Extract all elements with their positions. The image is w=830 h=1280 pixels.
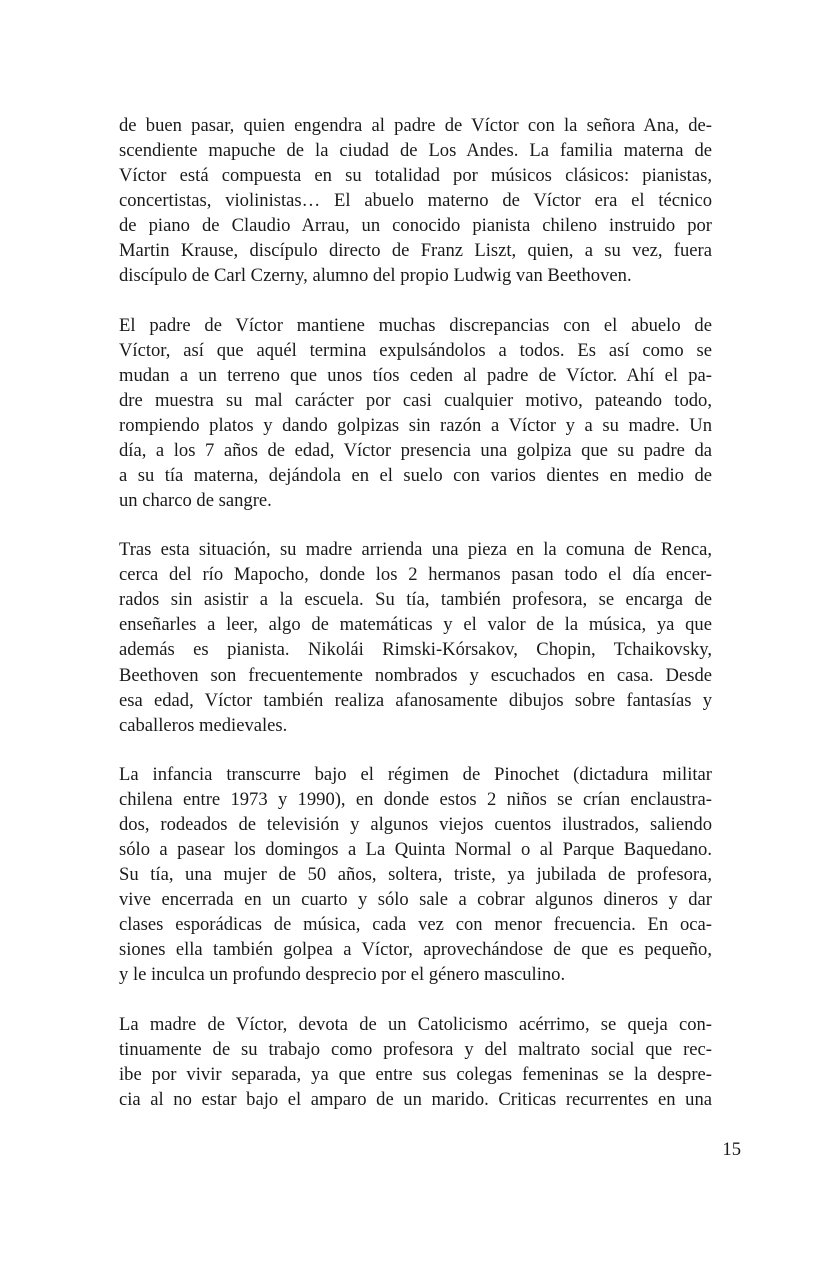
- text-line: El padre de Víctor mantiene muchas discrepancias con el abuelo de: [119, 314, 712, 336]
- text-line: clases esporádicas de música, cada vez con menor frecuencia. En oca-: [119, 914, 712, 936]
- text-line: caballeros medievales.: [119, 714, 288, 736]
- text-line: cia al no estar bajo el amparo de un marido. Criticas recurrentes en una: [119, 1088, 712, 1110]
- text-line: un charco de sangre.: [119, 489, 272, 511]
- text-line: a su tía materna, dejándola en el suelo con varios dientes en medio de: [119, 464, 712, 486]
- paragraph: [119, 113, 712, 288]
- text-line: ibe por vivir separada, ya que entre sus colegas femeninas se la despre-: [119, 1063, 712, 1085]
- text-line: de piano de Claudio Arrau, un conocido pianista chileno instruido por: [119, 215, 712, 237]
- text-line: rados sin asistir a la escuela. Su tía, también profesora, se encarga de: [119, 589, 712, 611]
- page-body: [119, 113, 712, 1136]
- text-line: Beethoven son frecuentemente nombrados y escuchados en casa. Desde: [119, 664, 712, 686]
- text-line: además es pianista. Nikolái Rimski-Kórsakov, Chopin, Tchaikovsky,: [119, 639, 712, 661]
- text-line: de buen pasar, quien engendra al padre de Víctor con la señora Ana, de-: [119, 115, 712, 136]
- text-line: tinuamente de su trabajo como profesora y del maltrato social que rec-: [119, 1038, 712, 1060]
- text-line: Tras esta situación, su madre arrienda una pieza en la comuna de Renca,: [119, 539, 712, 561]
- text-line: dre muestra su mal carácter por casi cualquier motivo, pateando todo,: [119, 389, 712, 411]
- text-line: Su tía, una mujer de 50 años, soltera, triste, ya jubilada de profesora,: [119, 864, 712, 886]
- text-line: La madre de Víctor, devota de un Catolicismo acérrimo, se queja con-: [119, 1013, 712, 1035]
- text-line: dos, rodeados de televisión y algunos viejos cuentos ilustrados, saliendo: [119, 814, 712, 836]
- text-line: Martin Krause, discípulo directo de Franz Liszt, quien, a su vez, fuera: [119, 240, 712, 262]
- text-line: vive encerrada en un cuarto y sólo sale a cobrar algunos dineros y dar: [119, 889, 712, 911]
- text-line: La infancia transcurre bajo el régimen de Pinochet (dictadura militar: [119, 763, 712, 785]
- text-line: Víctor está compuesta en su totalidad por músicos clásicos: pianistas,: [119, 165, 712, 187]
- text-line: esa edad, Víctor también realiza afanosamente dibujos sobre fantasías y: [119, 689, 712, 711]
- text-line: Víctor, así que aquél termina expulsándolos a todos. Es así como se: [119, 339, 712, 361]
- text-line: y le inculca un profundo desprecio por el género masculino.: [119, 964, 566, 986]
- text-line: sólo a pasear los domingos a La Quinta Normal o al Parque Baquedano.: [119, 839, 712, 861]
- text-line: siones ella también golpea a Víctor, aprovechándose de que es pequeño,: [119, 939, 712, 961]
- paragraph: [119, 762, 712, 987]
- text-line: discípulo de Carl Czerny, alumno del propio Ludwig van Beethoven.: [119, 265, 632, 287]
- text-line: rompiendo platos y dando golpizas sin razón a Víctor y a su madre. Un: [119, 414, 712, 436]
- text-line: scendiente mapuche de la ciudad de Los Andes. La familia materna de: [119, 140, 712, 162]
- paragraph: [119, 1012, 712, 1112]
- text-line: cerca del río Mapocho, donde los 2 hermanos pasan todo el día encer-: [119, 564, 712, 586]
- paragraph: [119, 537, 712, 737]
- paragraph: [119, 313, 712, 513]
- text-line: chilena entre 1973 y 1990), en donde estos 2 niños se crían enclaustra-: [119, 789, 712, 811]
- text-line: mudan a un terreno que unos tíos ceden al padre de Víctor. Ahí el pa-: [119, 364, 712, 386]
- text-line: concertistas, violinistas… El abuelo materno de Víctor era el técnico: [119, 190, 712, 212]
- text-line: día, a los 7 años de edad, Víctor presencia una golpiza que su padre da: [119, 439, 712, 461]
- text-line: enseñarles a leer, algo de matemáticas y el valor de la música, ya que: [119, 614, 712, 636]
- page-number: 15: [722, 1139, 741, 1160]
